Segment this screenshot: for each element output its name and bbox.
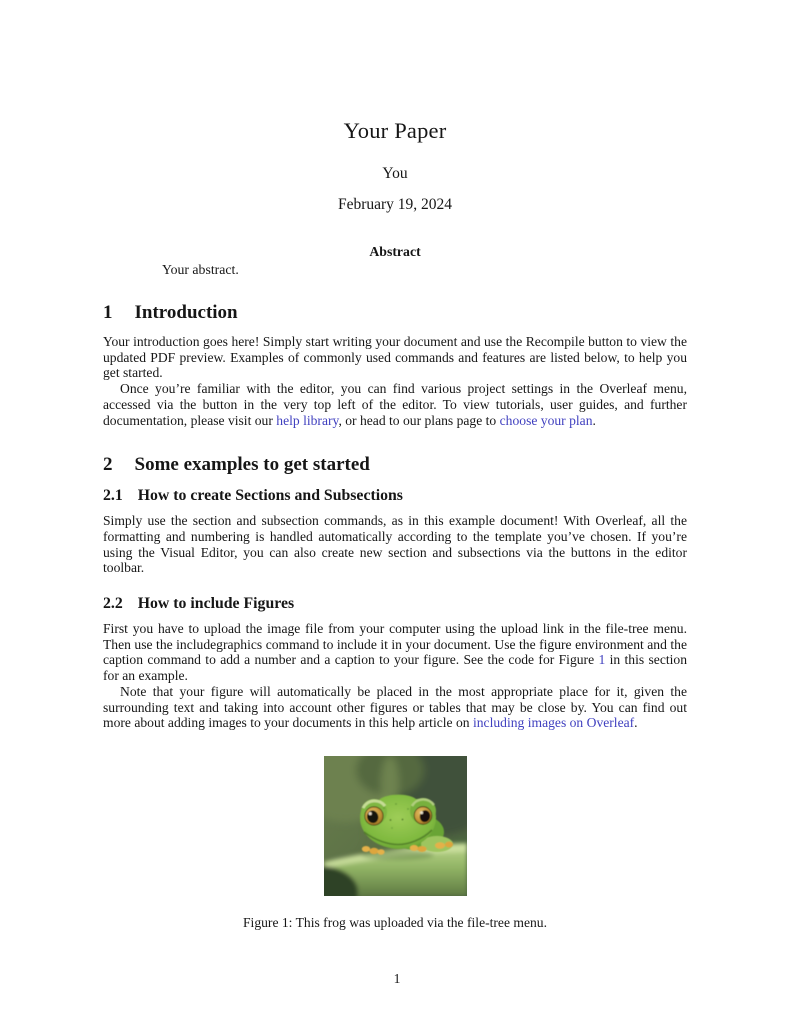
paragraph-intro-1: Your introduction goes here! Simply start writing your document and use the Recompile button to view the updated PDF preview. Examples of commonly used commands and features are listed below, to help you get started.: [103, 334, 687, 381]
section-heading-introduction: [103, 301, 687, 324]
inline-link[interactable]: choose your plan: [499, 412, 593, 428]
section-title: Some examples to get started: [134, 454, 370, 476]
inline-link[interactable]: 1: [598, 652, 606, 668]
figure-1: [103, 756, 687, 931]
text-run: .: [634, 715, 638, 731]
paper-author: You: [382, 165, 408, 182]
subsection-heading-figures: [103, 594, 687, 613]
section-number: 2: [103, 454, 113, 476]
section-number: 1: [103, 302, 113, 323]
frog-photo: [324, 756, 467, 896]
paragraph-figures-2: [103, 684, 687, 731]
text-run: .: [592, 412, 596, 428]
abstract-heading: Abstract: [369, 244, 421, 259]
subsection-number: 2.2: [103, 595, 123, 613]
text-run: First you have to upload the image file from your computer using the upload link in the file-tree menu. Then use the includegraphics command to include it in your document. Use the figure environment and the caption command to add a number and a caption to your figure. See the code for Figure: [103, 621, 687, 668]
paper-title: Your Paper: [343, 118, 447, 143]
paragraph-figures-1: [103, 621, 687, 684]
paragraph-intro-2: [103, 381, 687, 428]
paragraph-sections-1: Simply use the section and subsection commands, as in this example document! With Overleaf, all the formatting and numbering is handled automatically according to the template you’ve chosen. If you’re using the Visual Editor, you can also create new section and subsections via the buttons in the editor toolbar.: [103, 513, 687, 576]
text-run: , or head to our plans page to: [338, 412, 500, 428]
text-run: Once you’re familiar with the editor, you can find various project settings in the Overleaf menu, accessed via the button in the very top left of the editor. To view tutorials, user guides, and further documentation, please visit our: [103, 381, 687, 428]
text-run: in this section for an example.: [103, 652, 687, 684]
subsection-title: How to include Figures: [137, 595, 295, 613]
paper-date: February 19, 2024: [337, 196, 453, 213]
subsection-number: 2.1: [103, 487, 123, 505]
section-title: Introduction: [134, 302, 238, 323]
figure-caption: Figure 1: This frog was uploaded via the file-tree menu.: [242, 914, 547, 930]
abstract-text: Your abstract.: [162, 262, 239, 277]
subsection-heading-sections: [103, 486, 687, 505]
inline-link[interactable]: help library: [276, 412, 339, 428]
text-run: Note that your figure will automatically be placed in the most appropriate place for it, given the surrounding text and taking into account other figures or tables that may be close by. You can find out more about adding images to your documents in this help article on: [103, 683, 687, 731]
subsection-title: How to create Sections and Subsections: [137, 487, 403, 505]
page-number: 1: [393, 971, 401, 986]
section-heading-examples: [103, 453, 687, 476]
inline-link[interactable]: including images on Overleaf: [472, 715, 635, 731]
